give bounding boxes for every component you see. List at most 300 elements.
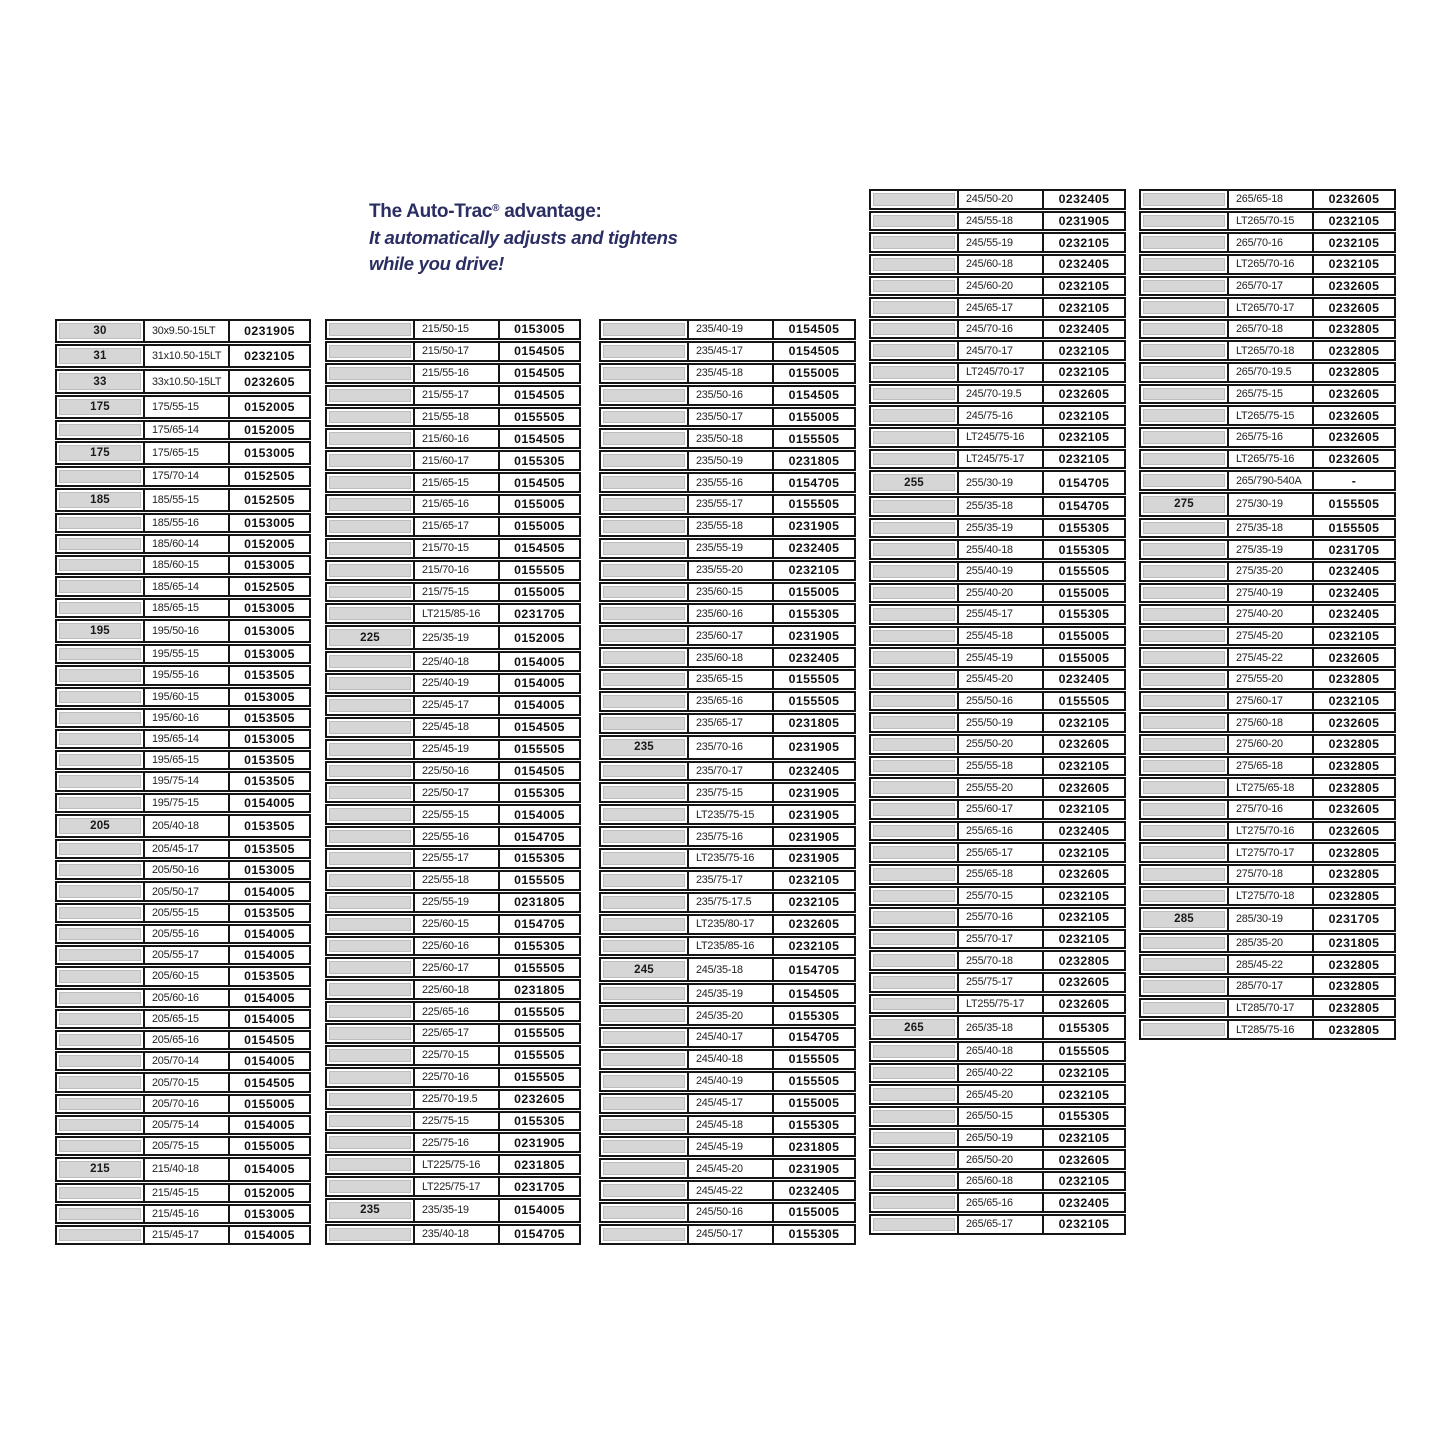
table-row bbox=[599, 516, 856, 537]
part-number-cell: 0154005 bbox=[514, 654, 565, 669]
group-label-cell bbox=[871, 888, 959, 905]
table-row bbox=[55, 1204, 311, 1224]
table-row bbox=[55, 1225, 311, 1245]
group-label-bar bbox=[329, 1158, 411, 1171]
table-row bbox=[869, 1015, 1126, 1040]
group-label-bar bbox=[873, 695, 955, 708]
group-label-bar bbox=[873, 976, 955, 989]
group-label-bar bbox=[603, 1119, 685, 1132]
group-label-bar bbox=[59, 992, 141, 1004]
part-number-cell: 0154005 bbox=[244, 1162, 295, 1177]
table-row bbox=[325, 1132, 581, 1153]
tire-size-cell: 215/40-18 bbox=[145, 1159, 230, 1179]
group-label-cell bbox=[1141, 779, 1229, 796]
group-label-cell bbox=[57, 1206, 145, 1222]
group-label-bar bbox=[1143, 388, 1225, 401]
part-number-cell: 0232105 bbox=[1058, 1174, 1110, 1189]
part-number-cell: 0155005 bbox=[514, 584, 565, 599]
group-label-cell bbox=[57, 968, 145, 984]
table-row bbox=[325, 516, 581, 537]
part-number-cell: 0232105 bbox=[1058, 845, 1110, 860]
group-label-cell bbox=[1141, 956, 1229, 973]
group-label-cell bbox=[57, 1117, 145, 1133]
group-label-bar bbox=[59, 843, 141, 855]
group-label-cell bbox=[327, 627, 415, 648]
group-label-bar bbox=[603, 1228, 685, 1241]
table-row bbox=[55, 881, 311, 901]
part-number-cell: 0232805 bbox=[1328, 365, 1380, 380]
part-number-cell: 0232605 bbox=[1058, 387, 1110, 402]
tire-size-cell: 245/35-18 bbox=[689, 959, 774, 980]
part-number-cell: 0152505 bbox=[244, 579, 295, 594]
part-number-cell: 0232405 bbox=[1058, 257, 1110, 272]
group-label-bar bbox=[603, 1162, 685, 1175]
group-label-bar bbox=[329, 498, 411, 511]
part-number-cell: 0154505 bbox=[514, 344, 565, 359]
part-number-cell: 0154505 bbox=[514, 366, 565, 381]
group-label-bar bbox=[329, 520, 411, 533]
tire-size-cell: 205/55-16 bbox=[145, 926, 230, 942]
tire-size-cell: 235/70-17 bbox=[689, 763, 774, 780]
table-row bbox=[325, 363, 581, 384]
group-label-cell bbox=[1141, 494, 1229, 515]
part-number-cell: 0232805 bbox=[1328, 343, 1380, 358]
part-number-cell: 0232105 bbox=[1058, 910, 1110, 925]
tire-size-cell: 255/50-20 bbox=[959, 736, 1044, 753]
group-label-bar bbox=[329, 1115, 411, 1128]
table-row bbox=[599, 1202, 856, 1223]
group-label-cell bbox=[871, 649, 959, 666]
tire-size-cell: 175/65-15 bbox=[145, 443, 230, 463]
group-label-cell bbox=[601, 321, 689, 338]
group-label-cell bbox=[601, 985, 689, 1002]
group-label-cell bbox=[601, 784, 689, 801]
tire-size-cell: 235/75-15 bbox=[689, 784, 774, 801]
table-row bbox=[599, 385, 856, 406]
tire-size-cell: 245/70-17 bbox=[959, 342, 1044, 359]
group-label-cell bbox=[57, 905, 145, 921]
group-label-cell bbox=[1141, 472, 1229, 489]
group-label-bar bbox=[59, 928, 141, 940]
group-label-cell bbox=[327, 562, 415, 579]
tire-size-cell: LT245/70-17 bbox=[959, 364, 1044, 381]
part-number-cell: 0231705 bbox=[1328, 912, 1380, 927]
tire-size-cell: 255/40-18 bbox=[959, 541, 1044, 558]
tire-size-cell: 255/45-18 bbox=[959, 628, 1044, 645]
advantage-tagline-line1: It automatically adjusts and tightens bbox=[369, 227, 678, 248]
group-label-cell bbox=[57, 1096, 145, 1112]
group-label-bar bbox=[1143, 215, 1225, 228]
group-label-bar bbox=[603, 852, 685, 865]
tire-size-cell: 245/45-17 bbox=[689, 1095, 774, 1112]
table-row bbox=[869, 518, 1126, 539]
group-label-cell bbox=[1141, 563, 1229, 580]
table-row bbox=[599, 826, 856, 847]
group-label-cell bbox=[57, 515, 145, 531]
part-number-cell: 0232605 bbox=[788, 917, 840, 932]
table-row bbox=[325, 494, 581, 515]
group-label-bar bbox=[873, 1218, 955, 1231]
group-label-cell bbox=[1141, 585, 1229, 602]
part-number-cell: 0232405 bbox=[788, 1183, 840, 1198]
part-number-cell: 0154505 bbox=[788, 344, 840, 359]
part-number-cell: 0155505 bbox=[788, 431, 840, 446]
part-number-cell: 0155505 bbox=[514, 873, 565, 888]
table-row bbox=[599, 804, 856, 825]
group-label-cell bbox=[601, 693, 689, 710]
group-label-bar bbox=[873, 301, 955, 314]
part-number-cell: 0155505 bbox=[514, 742, 565, 757]
table-row bbox=[599, 560, 856, 581]
group-label-cell bbox=[871, 758, 959, 775]
group-label-cell bbox=[871, 801, 959, 818]
table-row bbox=[55, 344, 311, 368]
part-number-cell: 0232105 bbox=[1058, 300, 1110, 315]
group-label-cell bbox=[871, 909, 959, 926]
part-number-cell: 0155005 bbox=[1058, 585, 1110, 600]
part-number-cell: 0232805 bbox=[1328, 758, 1380, 773]
part-number-cell: 0153505 bbox=[244, 905, 295, 920]
group-label-cell bbox=[57, 443, 145, 463]
group-label-bar bbox=[1143, 803, 1225, 816]
group-label-cell bbox=[871, 823, 959, 840]
group-label-cell bbox=[601, 1029, 689, 1046]
table-row bbox=[869, 1063, 1126, 1084]
table-row bbox=[325, 1089, 581, 1110]
group-label-cell bbox=[1141, 278, 1229, 295]
group-label-bar bbox=[329, 1005, 411, 1018]
table-row bbox=[1139, 734, 1396, 755]
tire-size-cell: LT235/80-17 bbox=[689, 916, 774, 933]
tire-size-cell: 195/55-16 bbox=[145, 667, 230, 683]
table-row bbox=[869, 886, 1126, 907]
group-label-bar bbox=[1143, 608, 1225, 621]
fitment-table-1 bbox=[55, 319, 311, 1245]
group-label-bar bbox=[873, 409, 955, 422]
group-label-bar: 235 bbox=[603, 739, 685, 756]
table-row bbox=[869, 734, 1126, 755]
group-label-cell bbox=[601, 894, 689, 911]
tire-size-cell: 255/60-17 bbox=[959, 801, 1044, 818]
tire-size-cell: 265/35-18 bbox=[959, 1017, 1044, 1038]
group-label-bar bbox=[329, 1180, 411, 1193]
table-row bbox=[869, 647, 1126, 668]
part-number-cell: 0232605 bbox=[1328, 408, 1380, 423]
part-number-cell: 0153505 bbox=[244, 969, 295, 984]
group-label-bar bbox=[329, 542, 411, 555]
group-label-cell bbox=[601, 452, 689, 469]
part-number-cell: 0155505 bbox=[514, 1070, 565, 1085]
group-label-cell bbox=[57, 397, 145, 417]
group-label-cell bbox=[871, 1194, 959, 1211]
part-number-cell: 0154505 bbox=[244, 1075, 295, 1090]
group-label-bar bbox=[329, 830, 411, 843]
group-label-cell bbox=[871, 1151, 959, 1168]
tire-size-cell: 205/65-16 bbox=[145, 1032, 230, 1048]
tire-size-cell: 195/75-14 bbox=[145, 773, 230, 789]
group-label-cell bbox=[57, 926, 145, 942]
part-number-cell: 0152005 bbox=[244, 537, 295, 552]
group-label-bar bbox=[873, 1196, 955, 1209]
group-label-cell bbox=[57, 321, 145, 341]
tire-size-cell: 215/55-16 bbox=[415, 365, 500, 382]
tire-size-cell: 235/65-15 bbox=[689, 671, 774, 688]
tire-size-cell: 245/75-16 bbox=[959, 407, 1044, 424]
table-row bbox=[869, 449, 1126, 470]
group-label-cell bbox=[57, 1074, 145, 1090]
group-label-cell bbox=[57, 816, 145, 836]
group-label-cell bbox=[57, 773, 145, 789]
group-label-cell bbox=[871, 1065, 959, 1082]
group-label-bar bbox=[1143, 431, 1225, 444]
part-number-cell: 0232605 bbox=[1058, 975, 1110, 990]
table-row bbox=[1139, 319, 1396, 340]
table-row bbox=[599, 1071, 856, 1092]
group-label-bar bbox=[1143, 980, 1225, 993]
part-number-cell: 0232105 bbox=[1058, 452, 1110, 466]
tire-size-cell: 225/50-17 bbox=[415, 784, 500, 801]
tire-size-cell: 185/60-14 bbox=[145, 536, 230, 552]
group-label-cell bbox=[601, 1007, 689, 1024]
tire-size-cell: 265/65-17 bbox=[959, 1216, 1044, 1233]
tire-size-cell: 275/35-20 bbox=[1229, 563, 1314, 580]
part-number-cell: 0232105 bbox=[1058, 1130, 1110, 1145]
table-row bbox=[1139, 583, 1396, 604]
part-number-cell: 0232805 bbox=[1328, 322, 1380, 337]
tire-size-cell: 265/40-18 bbox=[959, 1043, 1044, 1060]
group-label-cell bbox=[871, 234, 959, 251]
table-row bbox=[325, 695, 581, 716]
group-label-cell bbox=[871, 736, 959, 753]
tire-size-cell: 235/50-17 bbox=[689, 409, 774, 426]
group-label-cell bbox=[601, 828, 689, 845]
tire-size-cell: 195/65-14 bbox=[145, 731, 230, 747]
part-number-cell: 0232105 bbox=[1328, 257, 1380, 272]
tire-size-cell: 245/55-18 bbox=[959, 213, 1044, 230]
group-label-bar bbox=[603, 830, 685, 843]
part-number-cell: 0155305 bbox=[1058, 607, 1110, 622]
tire-size-cell: 235/55-17 bbox=[689, 496, 774, 513]
part-number-cell: 0154005 bbox=[244, 884, 295, 899]
part-number-cell: 0153005 bbox=[244, 623, 295, 638]
group-label-bar bbox=[329, 896, 411, 909]
group-label-cell bbox=[57, 1227, 145, 1243]
group-label-cell bbox=[327, 518, 415, 535]
tire-size-cell: 225/60-17 bbox=[415, 959, 500, 976]
group-label-bar bbox=[873, 846, 955, 859]
table-row bbox=[325, 1111, 581, 1132]
tire-size-cell: 205/70-16 bbox=[145, 1096, 230, 1112]
tire-size-cell: LT215/85-16 bbox=[415, 605, 500, 622]
group-label-bar bbox=[873, 522, 955, 535]
tire-size-cell: 255/55-18 bbox=[959, 758, 1044, 775]
table-row bbox=[599, 494, 856, 515]
tire-size-cell: 285/45-22 bbox=[1229, 956, 1314, 973]
group-label-bar bbox=[873, 543, 955, 556]
group-label-bar bbox=[59, 602, 141, 614]
part-number-cell: 0232105 bbox=[1058, 1065, 1110, 1080]
table-row bbox=[325, 892, 581, 913]
group-label-bar bbox=[873, 825, 955, 838]
group-label-bar bbox=[873, 1132, 955, 1145]
group-label-cell bbox=[871, 693, 959, 710]
tire-size-cell: LT265/75-15 bbox=[1229, 407, 1314, 424]
table-row bbox=[1139, 821, 1396, 842]
part-number-cell: 0154505 bbox=[788, 388, 840, 403]
group-label-bar bbox=[1143, 846, 1225, 859]
group-label-bar bbox=[1143, 958, 1225, 971]
group-label-cell bbox=[57, 536, 145, 552]
group-label-bar bbox=[1143, 890, 1225, 903]
table-row bbox=[599, 538, 856, 559]
part-number-cell: 0155005 bbox=[788, 409, 840, 424]
table-row bbox=[325, 319, 581, 340]
group-label-bar bbox=[1143, 280, 1225, 293]
table-row bbox=[55, 1115, 311, 1135]
tire-size-cell: 225/55-17 bbox=[415, 850, 500, 867]
group-label-bar bbox=[329, 743, 411, 756]
part-number-cell: 0154005 bbox=[244, 1054, 295, 1069]
table-row bbox=[599, 1093, 856, 1114]
tire-size-cell: 225/55-15 bbox=[415, 806, 500, 823]
group-label-bar bbox=[59, 580, 141, 592]
tire-size-cell: 235/50-19 bbox=[689, 452, 774, 469]
table-row bbox=[599, 1005, 856, 1026]
group-label-cell bbox=[1141, 866, 1229, 883]
tire-size-cell: 225/40-19 bbox=[415, 675, 500, 692]
tire-size-cell: 235/60-15 bbox=[689, 584, 774, 601]
part-number-cell: 0154705 bbox=[514, 917, 565, 932]
table-row bbox=[1139, 492, 1396, 517]
tire-size-cell: 265/60-18 bbox=[959, 1173, 1044, 1190]
part-number-cell: 0232805 bbox=[1058, 953, 1110, 968]
tire-size-cell: 225/70-15 bbox=[415, 1047, 500, 1064]
table-row bbox=[325, 1224, 581, 1245]
group-label-bar bbox=[873, 215, 955, 228]
group-label-cell bbox=[601, 872, 689, 889]
group-label-cell bbox=[1141, 342, 1229, 359]
group-label-cell bbox=[601, 605, 689, 622]
group-label-bar bbox=[603, 432, 685, 445]
table-row bbox=[599, 625, 856, 646]
group-label-bar bbox=[873, 1110, 955, 1123]
group-label-cell bbox=[57, 371, 145, 391]
group-label-cell bbox=[327, 1156, 415, 1173]
group-label-cell bbox=[1141, 693, 1229, 710]
part-number-cell: 0232805 bbox=[1328, 1022, 1380, 1037]
group-label-bar bbox=[603, 1053, 685, 1066]
part-number-cell: 0154005 bbox=[244, 948, 295, 963]
tire-size-cell: 215/75-15 bbox=[415, 584, 500, 601]
part-number-cell: 0155505 bbox=[788, 1074, 840, 1089]
group-label-cell bbox=[327, 321, 415, 338]
table-row bbox=[55, 488, 311, 512]
table-row bbox=[869, 1106, 1126, 1127]
table-row bbox=[55, 860, 311, 880]
group-label-cell bbox=[327, 1134, 415, 1151]
group-label-bar bbox=[59, 1034, 141, 1046]
table-row bbox=[869, 297, 1126, 318]
table-row bbox=[599, 936, 856, 957]
group-label-bar bbox=[873, 236, 955, 249]
group-label-cell bbox=[1141, 520, 1229, 537]
table-row bbox=[55, 1157, 311, 1181]
part-number-cell: 0231805 bbox=[514, 895, 565, 910]
part-number-cell: 0232605 bbox=[1328, 715, 1380, 730]
group-label-cell bbox=[871, 342, 959, 359]
group-label-cell bbox=[327, 605, 415, 622]
tire-size-cell: 215/50-15 bbox=[415, 321, 500, 338]
group-label-cell bbox=[327, 1069, 415, 1086]
tire-size-cell: 195/60-15 bbox=[145, 689, 230, 705]
part-number-cell: 0153005 bbox=[244, 600, 295, 615]
group-label-cell bbox=[601, 1117, 689, 1134]
part-number-cell: 0231905 bbox=[244, 324, 295, 339]
table-row bbox=[55, 966, 311, 986]
table-row bbox=[1139, 427, 1396, 448]
group-label-cell bbox=[871, 520, 959, 537]
tire-size-cell: 175/65-14 bbox=[145, 422, 230, 438]
group-label-bar: 275 bbox=[1143, 496, 1225, 513]
tire-size-cell: 275/40-20 bbox=[1229, 606, 1314, 623]
group-label-bar bbox=[329, 586, 411, 599]
group-label-bar bbox=[329, 808, 411, 821]
table-row bbox=[325, 826, 581, 847]
tire-size-cell: 235/45-18 bbox=[689, 365, 774, 382]
part-number-cell: 0155505 bbox=[788, 672, 840, 687]
table-row bbox=[869, 821, 1126, 842]
tire-size-cell: 195/60-16 bbox=[145, 710, 230, 726]
group-label-bar bbox=[1143, 543, 1225, 556]
tire-size-cell: 235/40-18 bbox=[415, 1226, 500, 1243]
part-number-cell: 0155505 bbox=[1328, 520, 1380, 535]
part-number-cell: 0152005 bbox=[244, 399, 295, 414]
group-label-cell bbox=[57, 346, 145, 366]
table-row bbox=[869, 842, 1126, 863]
group-label-cell bbox=[871, 671, 959, 688]
tire-size-cell: LT275/70-17 bbox=[1229, 844, 1314, 861]
table-row bbox=[869, 972, 1126, 993]
group-label-cell bbox=[327, 1003, 415, 1020]
group-label-bar bbox=[329, 1136, 411, 1149]
part-number-cell: 0154005 bbox=[244, 1228, 295, 1243]
group-label-bar bbox=[1143, 366, 1225, 379]
table-row bbox=[325, 560, 581, 581]
group-label-bar bbox=[59, 970, 141, 982]
part-number-cell: 0232105 bbox=[244, 349, 295, 364]
part-number-cell: 0153505 bbox=[244, 774, 295, 789]
group-label-bar: 205 bbox=[59, 818, 141, 834]
table-row bbox=[599, 669, 856, 690]
group-label-bar bbox=[1143, 587, 1225, 600]
tire-size-cell: 205/50-16 bbox=[145, 862, 230, 878]
part-number-cell: 0155005 bbox=[244, 1096, 295, 1111]
table-row bbox=[1139, 691, 1396, 712]
tire-size-cell: 265/70-17 bbox=[1229, 278, 1314, 295]
tire-size-cell: LT245/75-17 bbox=[959, 451, 1044, 468]
tire-size-cell: 285/35-20 bbox=[1229, 935, 1314, 952]
group-label-bar bbox=[873, 716, 955, 729]
group-label-bar bbox=[59, 864, 141, 876]
group-label-bar bbox=[873, 366, 955, 379]
group-label-cell bbox=[601, 562, 689, 579]
group-label-cell bbox=[1141, 299, 1229, 316]
group-label-bar bbox=[603, 542, 685, 555]
group-label-cell bbox=[327, 872, 415, 889]
tire-size-cell: 255/70-17 bbox=[959, 931, 1044, 948]
group-label-bar: 245 bbox=[603, 961, 685, 978]
group-label-cell bbox=[57, 710, 145, 726]
